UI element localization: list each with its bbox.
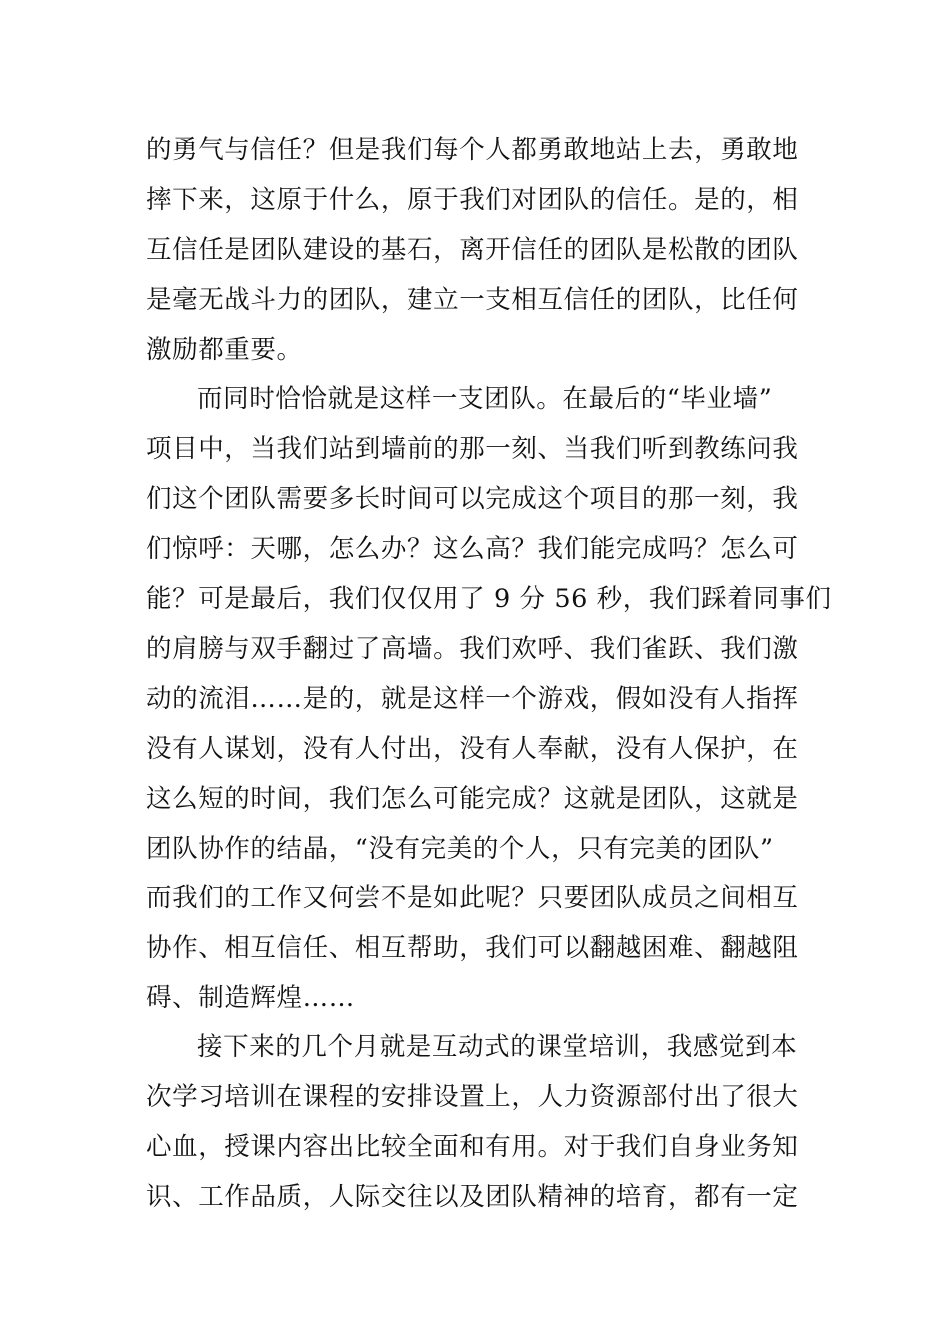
text-line: 这么短的时间，我们怎么可能完成？这就是团队，这就是 [146, 784, 799, 814]
paragraph-first-line: 接下来的几个月就是互动式的课堂培训，我感觉到本 [197, 1032, 798, 1062]
text-line: 识、工作品质，人际交往以及团队精神的培育，都有一定 [146, 1182, 799, 1212]
text-line: 团队协作的结晶，“没有完美的个人，只有完美的团队” [146, 834, 774, 864]
text-line: 协作、相互信任、相互帮助，我们可以翻越困难、翻越阻 [146, 933, 799, 963]
text-line: 动的流泪……是的，就是这样一个游戏，假如没有人指挥 [146, 684, 799, 714]
text-line: 能？可是最后，我们仅仅用了 9 分 56 秒，我们踩着同事们 [146, 584, 832, 614]
text-line: 项目中，当我们站到墙前的那一刻、当我们听到教练问我 [146, 434, 799, 464]
paragraph-first-line: 而同时恰恰就是这样一支团队。在最后的“毕业墙” [197, 384, 773, 414]
text-line: 没有人谋划，没有人付出，没有人奉献，没有人保护，在 [146, 734, 799, 764]
text-line: 心血，授课内容出比较全面和有用。对于我们自身业务知 [146, 1132, 799, 1162]
text-line: 是毫无战斗力的团队，建立一支相互信任的团队，比任何 [146, 285, 799, 315]
text-line: 而我们的工作又何尝不是如此呢？只要团队成员之间相互 [146, 883, 799, 913]
text-line: 次学习培训在课程的安排设置上，人力资源部付出了很大 [146, 1082, 799, 1112]
text-line: 们这个团队需要多长时间可以完成这个项目的那一刻，我 [146, 484, 799, 514]
text-line: 的肩膀与双手翻过了高墙。我们欢呼、我们雀跃、我们激 [146, 634, 799, 664]
text-line: 激励都重要。 [146, 335, 303, 365]
text-line: 碍、制造辉煌…… [146, 983, 355, 1013]
text-line: 们惊呼：天哪，怎么办？这么高？我们能完成吗？怎么可 [146, 534, 799, 564]
text-line: 互信任是团队建设的基石，离开信任的团队是松散的团队 [146, 235, 799, 265]
text-line: 摔下来，这原于什么，原于我们对团队的信任。是的，相 [146, 185, 799, 215]
text-line: 的勇气与信任？但是我们每个人都勇敢地站上去，勇敢地 [146, 135, 799, 165]
